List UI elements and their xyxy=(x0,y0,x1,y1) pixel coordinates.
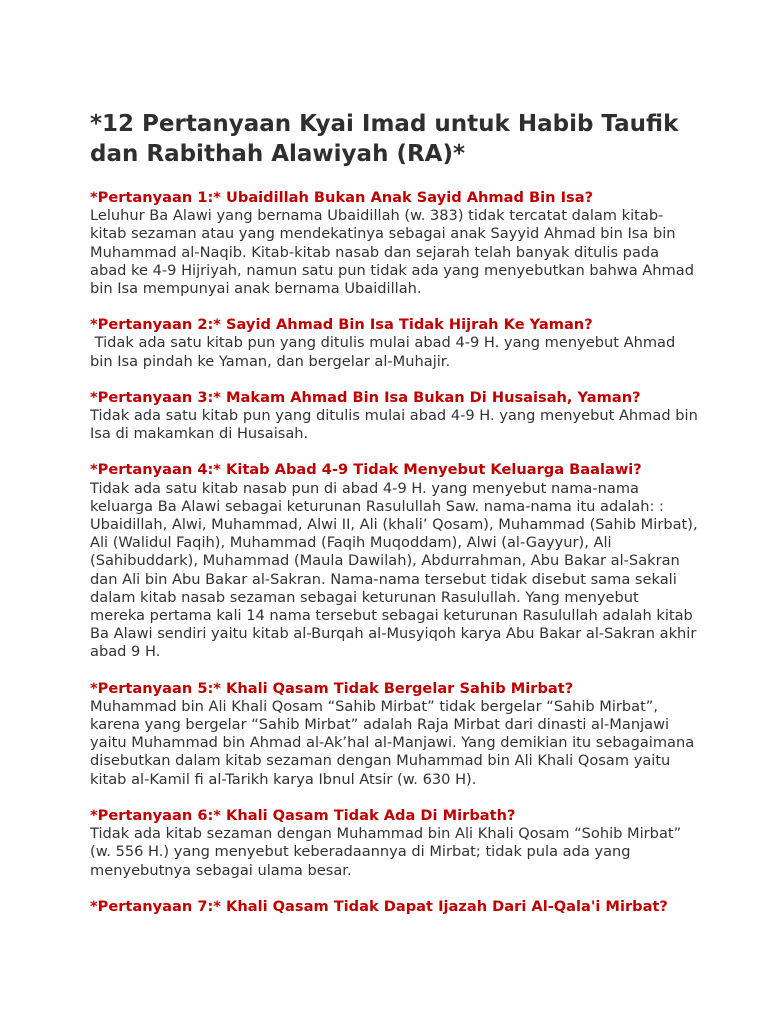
question-heading: *Pertanyaan 6:* Khali Qasam Tidak Ada Di Mirbath? xyxy=(90,806,516,824)
question-heading: *Pertanyaan 1:* Ubaidillah Bukan Anak Sayid Ahmad Bin Isa? xyxy=(90,189,594,206)
question-heading: *Pertanyaan 7:* Khali Qasam Tidak Dapat Ijazah Dari Al-Qala'i Mirbat? xyxy=(90,897,668,915)
answer-paragraph: Tidak ada satu kitab pun yang ditulis mulai abad 4-9 H. yang menyebut Ahmad bin Isa pindah ke Yaman, dan bergelar al-Muhajir. xyxy=(90,334,680,370)
qa-item-7 xyxy=(90,898,698,916)
qa-item-2 xyxy=(90,316,698,371)
answer-paragraph: Tidak ada satu kitab nasab pun di abad 4-9 H. yang menyebut nama-nama keluarga Ba Alawi sebagai keturunan Rasulullah Saw. nama-nama itu adalah: : Ubaidillah, Alwi, Muhammad, Alwi II, Ali (khali’ Qosam), Muhammad (Sahib Mirbat), Ali (Walidul Faqih), Muhammad (Faqih Muqoddam), Alwi (al-Gayyur), Ali (Sahibuddark), Muhammad (Maula Dawilah), Abdurrahman, Abu Bakar al-Sakran dan Ali bin Abu Bakar al-Sakran. Nama-nama tersebut tidak disebut sama sekali dalam kitab nasab sezaman sebagai keturunan Rasulullah. Yang menyebut mereka pertama kali 14 nama tersebut sebagai keturunan Rasulullah adalah kitab Ba Alawi sendiri yaitu kitab al-Burqah al-Musyiqoh karya Abu Bakar al-Sakran akhir abad 9 H. xyxy=(90,479,703,661)
qa-item-4 xyxy=(90,461,703,661)
question-heading: *Pertanyaan 5:* Khali Qasam Tidak Bergelar Sahib Mirbat? xyxy=(90,679,574,697)
answer-paragraph: Muhammad bin Ali Khali Qosam “Sahib Mirbat” tidak bergelar “Sahib Mirbat”, karena yang bergelar “Sahib Mirbat” adalah Raja Mirbat dari dinasti al-Manjawi yaitu Muhammad bin Ahmad al-Ak’hal al-Manjawi. Yang demikian itu sebagaimana disebutkan dalam kitab sezaman dengan Muhammad bin Ali Khali Qosam yaitu kitab al-Kamil fi al-Tarikh karya Ibnul Atsir (w. 630 H). xyxy=(90,697,699,788)
question-heading: *Pertanyaan 2:* Sayid Ahmad Bin Isa Tidak Hijrah Ke Yaman? xyxy=(90,316,593,334)
qa-item-1 xyxy=(90,189,698,298)
qa-item-5 xyxy=(90,680,698,789)
answer-paragraph: Tidak ada kitab sezaman dengan Muhammad bin Ali Khali Qosam “Sohib Mirbat” (w. 556 H.) yang menyebut keberadaannya di Mirbat; tidak pula ada yang menyebutnya sebagai ulama besar. xyxy=(90,825,686,879)
question-heading: *Pertanyaan 4:* Kitab Abad 4-9 Tidak Menyebut Keluarga Baalawi? xyxy=(90,461,642,479)
qa-item-6 xyxy=(90,807,698,880)
answer-paragraph: Leluhur Ba Alawi yang bernama Ubaidillah (w. 383) tidak tercatat dalam kitab-kitab sezaman atau yang mendekatinya sebagai anak Sayyid Ahmad bin Isa bin Muhammad al-Naqib. Kitab-kitab nasab dan sejarah telah banyak ditulis pada abad ke 4-9 Hijriyah, namun satu pun tidak ada yang menyebutkan bahwa Ahmad bin Isa mempunyai anak bernama Ubaidillah. xyxy=(90,207,699,298)
document-title: *12 Pertanyaan Kyai Imad untuk Habib Taufik dan Rabithah Alawiyah (RA)* xyxy=(90,111,679,167)
question-heading: *Pertanyaan 3:* Makam Ahmad Bin Isa Bukan Di Husaisah, Yaman? xyxy=(90,388,641,406)
qa-item-3 xyxy=(90,388,703,444)
answer-paragraph: Tidak ada satu kitab pun yang ditulis mulai abad 4-9 H. yang menyebut Ahmad bin Isa di makamkan di Husaisah. xyxy=(90,407,703,443)
